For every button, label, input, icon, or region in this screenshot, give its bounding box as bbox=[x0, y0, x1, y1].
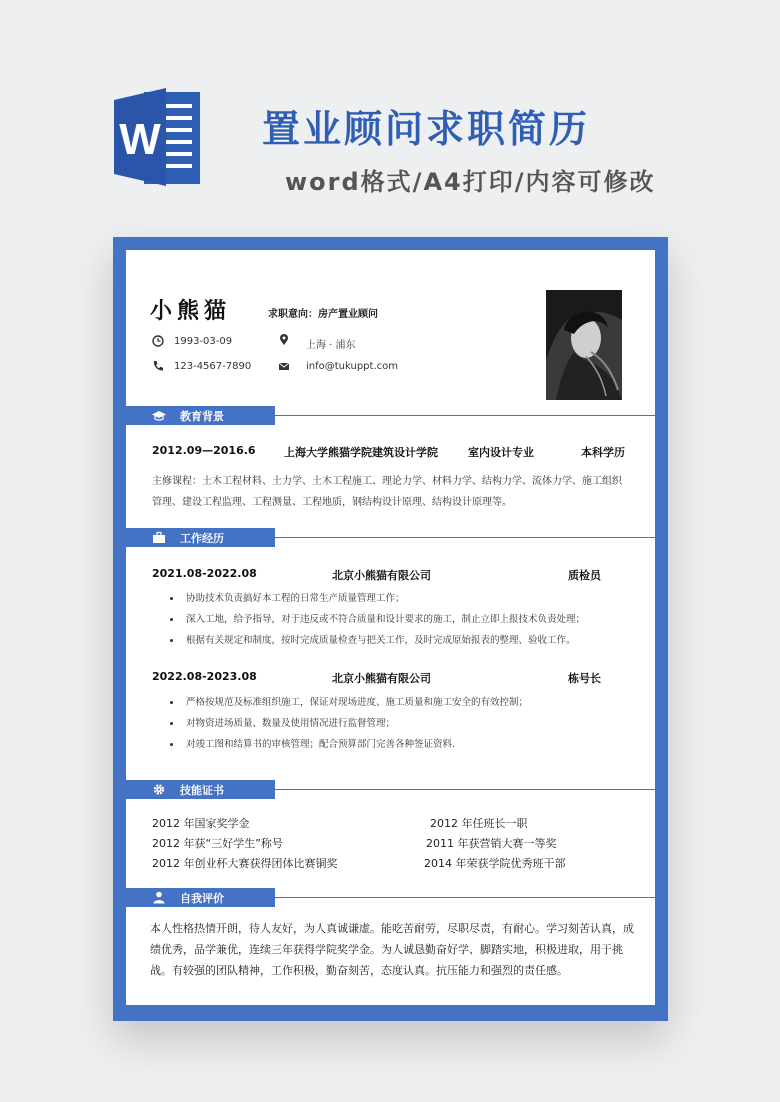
word-logo-letter: W bbox=[119, 115, 161, 164]
section-title: 教育背景 bbox=[180, 410, 224, 423]
job-company: 北京小熊猫有限公司 bbox=[332, 672, 431, 685]
job-duties-list bbox=[170, 588, 585, 651]
profile-photo bbox=[546, 290, 622, 400]
phone-number: 123-4567-7890 bbox=[174, 361, 252, 372]
list-item: 对物资进场质量、数量及使用情况进行监督管理； bbox=[170, 713, 528, 734]
banner-title: 置业顾问求职简历 bbox=[262, 107, 591, 151]
section-header-self bbox=[126, 888, 275, 907]
user-icon bbox=[152, 891, 166, 904]
section-divider bbox=[275, 415, 655, 416]
cert-item: 2012 年国家奖学金 bbox=[152, 817, 250, 830]
phone-icon bbox=[152, 360, 164, 372]
list-item: 严格按规范及标准组织施工，保证对现场进度、施工质量和施工安全的有效控制； bbox=[170, 692, 528, 713]
list-item: 协助技术负责搞好本工程的日常生产质量管理工作； bbox=[170, 588, 585, 609]
email: info@tukuppt.com bbox=[306, 361, 398, 372]
list-item: 根据有关规定和制度，按时完成质量检查与把关工作，及时完成原始报表的整理、验收工作。 bbox=[170, 630, 585, 651]
list-item: 深入工地，给予指导，对于违反或不符合质量和设计要求的施工，制止立即上报技术负责处理； bbox=[170, 609, 585, 630]
cert-item: 2012 年创业杯大赛获得团体比赛铜奖 bbox=[152, 857, 338, 870]
briefcase-icon bbox=[152, 531, 166, 544]
section-header-education bbox=[126, 406, 275, 425]
list-item: 对竣工图和结算书的审核管理；配合预算部门完善各种签证资料. bbox=[170, 734, 528, 755]
edu-courses-line2: 管理、建设工程监理、工程测量、工程地质，钢结构设计原理、结构设计原理等。 bbox=[152, 497, 512, 508]
section-title: 自我评价 bbox=[180, 892, 224, 905]
candidate-name: 小熊猫 bbox=[150, 299, 232, 324]
section-title: 工作经历 bbox=[180, 532, 224, 545]
section-header-work bbox=[126, 528, 275, 547]
cert-item: 2012 年获“三好学生”称号 bbox=[152, 837, 283, 850]
graduation-cap-icon bbox=[152, 409, 166, 422]
clock-icon bbox=[152, 335, 164, 347]
section-divider bbox=[275, 537, 655, 538]
gear-icon bbox=[152, 783, 166, 796]
birthday: 1993-03-09 bbox=[174, 336, 233, 347]
section-divider bbox=[275, 897, 655, 898]
section-divider bbox=[275, 789, 655, 790]
job-intent: 求职意向：房产置业顾问 bbox=[268, 309, 378, 320]
job-company: 北京小熊猫有限公司 bbox=[332, 569, 431, 582]
resume-sheet bbox=[113, 237, 668, 1021]
edu-period: 2012.09—2016.6 bbox=[152, 444, 256, 457]
edu-degree: 本科学历 bbox=[581, 446, 625, 459]
job-period: 2022.08-2023.08 bbox=[152, 670, 257, 683]
location: 上海 · 浦东 bbox=[306, 340, 356, 351]
edu-courses-line1: 主修课程：土木工程材料、土力学、土木工程施工、理论力学、材料力学、结构力学、流体力学、施工组织 bbox=[152, 476, 622, 487]
banner-subtitle: word格式/A4打印/内容可修改 bbox=[285, 168, 656, 196]
edu-major: 室内设计专业 bbox=[468, 446, 534, 459]
job-role: 质检员 bbox=[568, 569, 601, 582]
job-duties-list bbox=[170, 692, 528, 755]
section-header-certs bbox=[126, 780, 275, 799]
cert-item: 2012 年任班长一职 bbox=[430, 817, 528, 830]
cert-item: 2014 年荣获学院优秀班干部 bbox=[424, 857, 566, 870]
self-evaluation-text: 本人性格热情开朗，待人友好，为人真诚谦虚。能吃苦耐劳，尽职尽责，有耐心。学习刻苦认真，成绩优秀，品学兼优，连续三年获得学院奖学金。为人诚恳勤奋好学、脚踏实地，积极进取，用于挑战。有较强的团队精神，工作积极，勤奋刻苦，态度认真。抗压能力和强烈的责任感。 bbox=[150, 922, 634, 977]
word-logo-icon bbox=[114, 82, 200, 192]
resume-paper bbox=[126, 250, 655, 1005]
section-title: 技能证书 bbox=[180, 784, 224, 797]
job-role: 栋号长 bbox=[568, 672, 601, 685]
edu-school: 上海大学熊猫学院建筑设计学院 bbox=[284, 446, 438, 459]
location-pin-icon bbox=[278, 334, 290, 346]
job-period: 2021.08-2022.08 bbox=[152, 567, 257, 580]
mail-icon bbox=[278, 360, 290, 372]
cert-item: 2011 年获营销大赛一等奖 bbox=[426, 837, 557, 850]
